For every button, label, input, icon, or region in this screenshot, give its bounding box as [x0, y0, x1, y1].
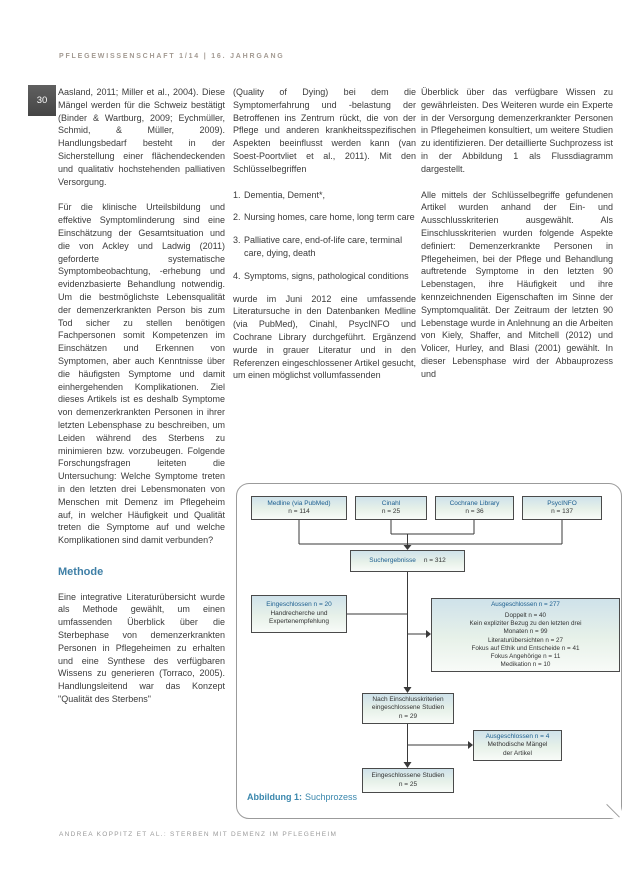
- page-curl-decoration: [606, 803, 621, 818]
- list-text: Dementia, Dement*,: [244, 189, 326, 200]
- node-line: Monaten n = 99: [503, 628, 548, 636]
- node-line: Literaturübersichten n = 27: [487, 636, 564, 644]
- paragraph: wurde im Juni 2012 eine umfassende Literatursuche in den Datenbanken Medline (via PubMed), Cinahl, PsycINFO und Cochrane Library durchgeführt. Ergänzend wurde in grauer Literatur und in den Referenzen eingeschlossener Artikel gesucht, um einen möglichst vollumfassenden: [233, 293, 416, 381]
- paragraph: (Quality of Dying) bei dem die Symptomerfahrung und -belastung der Betroffenen ins Zentrum rückt, die von der Pflege und anderen krankheitsspezifischen Aspekten beeinflusst werden kann (van Soest-Poortvliet et al., 2011). Mit den Schlüsselbegriffen: [233, 87, 416, 174]
- figure-flowchart-suchprozess: [236, 483, 622, 819]
- node-title: Suchergebnisse: [369, 556, 416, 564]
- flow-node-psycinfo: [522, 496, 602, 520]
- section-heading-methode: Methode: [58, 565, 104, 578]
- list-item: [233, 189, 416, 202]
- list-item: [233, 211, 416, 224]
- node-title: Ausgeschlossen n = 277: [491, 600, 560, 608]
- paragraph: Aasland, 2011; Miller et al., 2004). Diese Mängel werden für die Schweiz bestätigt (Binder & Wartburg, 2009; Eychmüller, Schmid, & Müller, 2009). Handlungsbedarf besteht in der Sicherstellung einer flächendeckenden und qualitativ hochstehenden palliativen Versorgung.: [58, 87, 225, 187]
- list-item: [233, 270, 416, 283]
- node-title: Medline (via PubMed): [267, 499, 331, 507]
- list-number: 3.: [233, 235, 241, 246]
- paragraph: Alle mittels der Schlüsselbegriffe gefundenen Artikel wurden anhand der Ein- und Ausschlusskriterien ausgewählt. Als Einschlusskriterien wurden folgende Aspekte definiert: Demenzerkrankte Personen in Pflegeheimen, bei der Pflege und Behandlung auftretende Symptome in den letzten 90 Lebenstagen, ihre Häufigkeit und ihre kennzeichnenden Eigenschaften im Sinne der Symptomqualität. Der Zeitraum der letzten 90 Lebenstage wurde in Anlehnung an die Arbeiten von Kiely, Shaffer, and Mitchell (2012) und Volicer, Hurley, and Blasi (2001) gewählt. In dieser Lebensphase wird der Abbauprozess und: [421, 189, 613, 379]
- node-count: n = 25: [381, 508, 401, 515]
- node-line: der Artikel: [503, 749, 532, 757]
- node-line: Medikation n = 10: [500, 661, 551, 669]
- node-line: Eingeschlossene Studien: [371, 772, 445, 780]
- node-title: Eingeschlossen n = 20: [266, 601, 332, 609]
- list-text: Palliative care, end-of-life care, terminal care, dying, death: [244, 235, 403, 258]
- node-line: Doppelt n = 40: [504, 611, 547, 619]
- list-number: 2.: [233, 212, 241, 223]
- column-right: [421, 86, 613, 394]
- node-count: n = 137: [551, 508, 573, 515]
- node-title: Cochrane Library: [449, 499, 500, 507]
- node-count: n = 36: [465, 508, 484, 515]
- paragraph: Überblick über das verfügbare Wissen zu gewährleisten. Des Weiteren wurde ein Experte in der Versorgung demenzerkrankter Personen in Pflegeheimen konsultiert, um weitere Studien zu identifizieren. Der detaillierte Suchprozess ist in der Abbildung 1 als Flussdiagramm dargestellt.: [421, 87, 613, 174]
- figure-caption: [247, 792, 357, 802]
- flow-node-excluded-4: [473, 730, 562, 761]
- node-line: Fokus Angehörige n = 11: [490, 652, 561, 660]
- flow-node-included-by-criteria: [362, 693, 454, 724]
- node-title: PsycINFO: [547, 499, 577, 507]
- paragraph: Eine integrative Literaturübersicht wurde als Methode gewählt, um einen umfassenden Überblick über die Sterbephase von demenzerkrankten Personen in Pflegeheimen zu erhalten und eine Synthese des verfügbaren Wissens zu generieren (Torraco, 2005). Handlungsleitend war das Konzept "Qualität des Sterbens": [58, 591, 225, 705]
- flow-node-cochrane: [435, 496, 514, 520]
- running-footer: ANDREA KOPPITZ ET AL.: STERBEN MIT DEMENZ IM PFLEGEHEIM: [59, 831, 338, 838]
- node-count: n = 29: [398, 712, 418, 720]
- list-number: 1.: [233, 189, 241, 200]
- node-count: n = 114: [288, 508, 310, 515]
- list-text: Nursing homes, care home, long term care: [244, 212, 415, 223]
- node-line: Kein expliziter Bezug zu den letzten drei: [469, 620, 582, 628]
- page-number-badge: 30: [28, 85, 56, 116]
- flow-node-handsearch-included: [251, 595, 347, 633]
- list-number: 4.: [233, 270, 241, 281]
- node-line: Handrecherche und: [270, 609, 328, 617]
- node-line: Nach Einschlusskriterien: [372, 695, 444, 703]
- column-left: [58, 86, 225, 719]
- list-text: Symptoms, signs, pathological conditions: [244, 270, 409, 281]
- node-count: n = 25: [398, 780, 418, 788]
- node-title: Cinahl: [381, 499, 401, 507]
- list-item: [233, 234, 416, 260]
- flow-node-medline: [251, 496, 347, 520]
- journal-header: PFLEGEWISSENSCHAFT 1/14 | 16. JAHRGANG: [59, 53, 285, 60]
- node-count: n = 312: [423, 556, 446, 564]
- paragraph: Für die klinische Urteilsbildung und effektive Symptomlinderung sind eine Einschätzung der Gesamtsituation und die von Ackley und Ladwig (2011) geforderte systematische Symptombeobachtung, -erhebung und evidenzbasierte Behandlung notwendig. Um die bestmöglichste Lebensqualität der demenzerkrankten Person bis zum Tod sicher zu stellen benötigen Fachpersonen somit Kompetenzen im Einschätzen und Erkennen von Symptomen, aber auch Kenntnisse über die häufigsten Symptome und damit einhergehenden Komplikationen. Ziel dieses Artikels ist es deshalb Symptome von demenzerkrankten Personen in ihrer letzten Lebensphase zu beschreiben, um Leiden während des Sterbens zu minimieren bzw. vorzubeugen. Folgende Forschungsfragen leiteten die Untersuchung: Welche Symptome treten in den letzten drei Lebensmonaten von Menschen mit Demenz im Pflegeheim auf, in welcher Häufigkeit und Qualität treten die Symptome auf und welche Komplikationen sind damit verbunden?: [58, 202, 225, 546]
- column-middle: [233, 86, 416, 395]
- node-title: Ausgeschlossen n = 4: [485, 732, 550, 740]
- flow-node-final-included: [362, 768, 454, 793]
- flow-node-suchergebnisse: [350, 550, 465, 572]
- flow-node-cinahl: [355, 496, 427, 520]
- node-line: Expertenempfehlung: [269, 618, 329, 626]
- node-line: eingeschlossene Studien: [371, 704, 445, 712]
- figure-caption-label: Abbildung 1:: [247, 792, 302, 802]
- figure-caption-text: Suchprozess: [305, 792, 358, 802]
- flow-node-excluded-277: [431, 598, 620, 672]
- node-line: Fokus auf Ethik und Entscheide n = 41: [471, 644, 580, 652]
- node-line: Methodische Mängel: [487, 741, 548, 749]
